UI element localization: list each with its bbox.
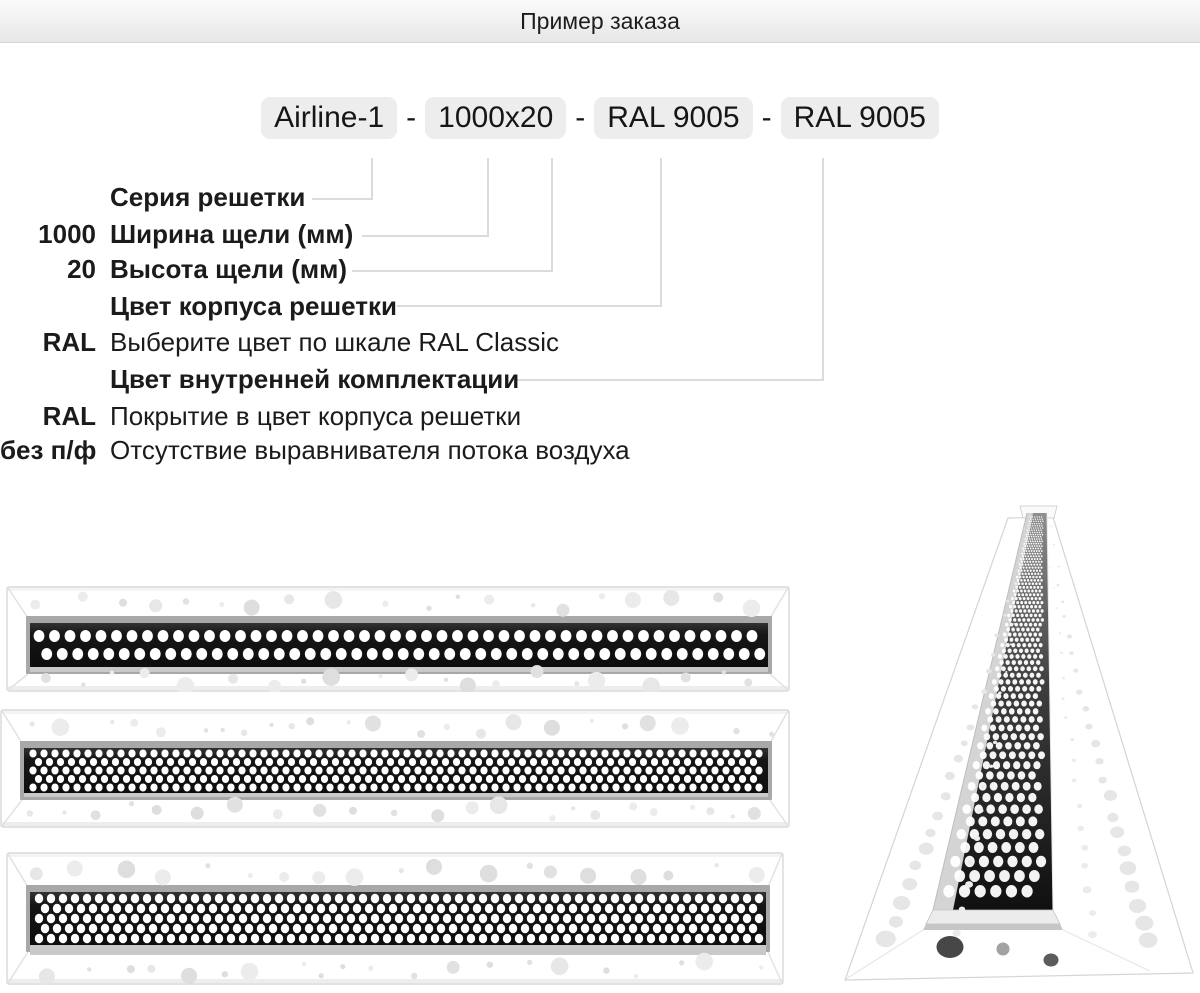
legend-row-series — [0, 180, 620, 214]
legend-label: Серия решетки — [110, 182, 306, 212]
legend-prefix: 1000 — [38, 219, 96, 249]
grille-front-view-2-image — [0, 709, 790, 828]
legend-label: Цвет корпуса решетки — [110, 291, 397, 321]
legend-row-slot-width — [0, 217, 620, 251]
order-code-separator: - — [575, 101, 586, 134]
legend-label: Высота щели (мм) — [110, 254, 347, 284]
grille-perspective-view-image — [830, 503, 1200, 993]
legend-prefix: RAL — [42, 327, 96, 357]
legend-row-slot-height — [0, 252, 620, 286]
legend-label: Цвет внутренней комплектации — [110, 364, 520, 394]
legend-prefix: 20 — [67, 254, 96, 284]
legend-label: Ширина щели (мм) — [110, 219, 354, 249]
legend-row-no-equalizer-note — [0, 433, 630, 467]
order-code-separator: - — [406, 101, 417, 134]
legend-description: Выберите цвет по шкале RAL Classic — [110, 327, 560, 357]
grille-front-view-3-image — [6, 852, 784, 985]
order-code — [0, 97, 1200, 139]
legend-row-ral-note — [0, 325, 620, 359]
legend-prefix: RAL — [42, 401, 96, 431]
page-title: Пример заказа — [520, 7, 680, 34]
legend-description: Отсутствие выравнивателя потока воздуха — [110, 435, 630, 465]
title-bar — [0, 0, 1200, 43]
order-code-size: 1000x20 — [425, 97, 566, 139]
legend-prefix: без п/ф — [0, 435, 97, 465]
legend-description: Покрытие в цвет корпуса решетки — [110, 401, 522, 431]
order-code-body-color: RAL 9005 — [594, 97, 752, 139]
legend-row-inner-color — [0, 362, 620, 396]
grille-front-view-1-image — [6, 586, 790, 692]
legend-row-body-color — [0, 289, 620, 323]
order-code-separator: - — [761, 101, 772, 134]
order-code-series: Airline-1 — [261, 97, 397, 139]
legend-row-coating-note — [0, 399, 620, 433]
order-code-inner-color: RAL 9005 — [781, 97, 939, 139]
